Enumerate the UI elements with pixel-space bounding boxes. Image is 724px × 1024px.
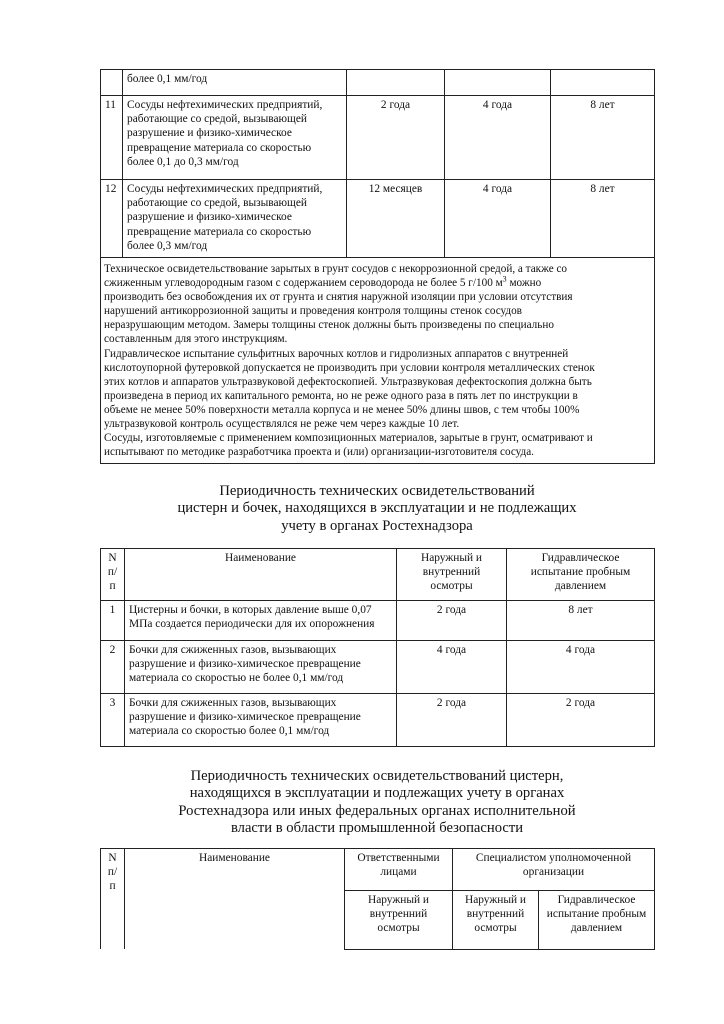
row-value: 4 года <box>445 180 551 258</box>
header-group: Ответственными лицами <box>345 849 453 891</box>
row-value: 2 года <box>347 96 445 180</box>
row-value <box>347 70 445 96</box>
header-name: Наименование <box>125 549 397 601</box>
table-note: Техническое освидетельствование зарытых в грунт сосудов с некоррозионной средой, а также со сжиженным углеводородным газом с содержанием сероводорода не более 5 г/100 $м^3$ можно производить без освобождения их от грунта и снятия наружной изоляции при условии отсутствия нарушений антикоррозионной защиты и проведения контроля толщины стенок сосудов неразрушающим методом. Замеры толщины стенок должны быть произведены по специально составленным для этого инструкциям. Гидравлическое испытание сульфитных варочных котлов и гидролизных аппаратов с внутренней кислотоупорной футеровкой допускается не производить при условии контроля металлических стенок этих котлов и аппаратов ультразвуковой дефектоскопией. Ультразвуковая дефектоскопия должна быть произведена в период их капитального ремонта, но не реже одного раза в пять лет по инструкции в объеме не менее 50% поверхности металла корпуса и не менее 50% длины швов, с тем чтобы 100% ультразвуковой контроль осуществлялся не реже чем через каждые 10 лет. Сосуды, изготовляемые с применением композиционных материалов, зарытые в грунт, осматривают и испытывают по методике разработчика проекта и (или) организации-изготовителя сосуда. <box>101 258 655 464</box>
row-value: 4 года <box>445 96 551 180</box>
row-name: более 0,1 мм/год <box>123 70 347 96</box>
table-note-row <box>101 258 655 464</box>
header-num: N п/п <box>101 549 125 601</box>
table-row <box>101 96 655 180</box>
table-row <box>101 601 655 641</box>
row-value: 2 года <box>507 694 655 747</box>
row-value: 2 года <box>397 601 507 641</box>
row-value: 8 лет <box>551 96 655 180</box>
row-number: 1 <box>101 601 125 641</box>
row-value: 4 года <box>507 641 655 694</box>
section-heading: Периодичность технических освидетельствований цистерн, находящихся в эксплуатации и подлежащих учету в органах Ростехнадзора или иных федеральных органах исполнительной власти в области промышленной безопасности <box>178 768 576 837</box>
row-number: 11 <box>101 96 123 180</box>
table-row <box>101 641 655 694</box>
row-number: 2 <box>101 641 125 694</box>
vessel-inspection-table <box>100 69 655 464</box>
row-number: 3 <box>101 694 125 747</box>
row-value: 12 месяцев <box>347 180 445 258</box>
header-num: N п/п <box>101 849 125 950</box>
row-value: 4 года <box>397 641 507 694</box>
header-name: Наименование <box>125 849 345 950</box>
header-sub: Гидравлическое испытание пробным давлением <box>539 890 655 949</box>
row-value: 8 лет <box>551 180 655 258</box>
row-name: Сосуды нефтехимических предприятий, работающие со средой, вызывающей разрушение и физико-химическое превращение материала со скоростью более 0,3 мм/год <box>123 180 347 258</box>
row-value <box>551 70 655 96</box>
table-header-row <box>101 849 655 891</box>
row-name: Бочки для сжиженных газов, вызывающих разрушение и физико-химическое превращение материала со скоростью не более 0,1 мм/год <box>125 641 397 694</box>
row-value <box>445 70 551 96</box>
row-name: Цистерны и бочки, в которых давление выше 0,07 МПа создается периодически для их опорожнения <box>125 601 397 641</box>
section-heading: Периодичность технических освидетельствований цистерн и бочек, находящихся в эксплуатации и не подлежащих учету в органах Ростехнадзора <box>177 483 577 534</box>
tanks-registered-table <box>100 848 655 950</box>
table-row <box>101 694 655 747</box>
header-group: Специалистом уполномоченной организации <box>453 849 655 891</box>
row-value: 2 года <box>397 694 507 747</box>
row-value: 8 лет <box>507 601 655 641</box>
row-name: Бочки для сжиженных газов, вызывающих разрушение и физико-химическое превращение материала со скоростью более 0,1 мм/год <box>125 694 397 747</box>
header-sub: Наружный и внутренний осмотры <box>345 890 453 949</box>
table-header-row <box>101 549 655 601</box>
header-col: Наружный и внутренний осмотры <box>397 549 507 601</box>
row-number <box>101 70 123 96</box>
table-row <box>101 180 655 258</box>
row-number: 12 <box>101 180 123 258</box>
tanks-barrels-table <box>100 548 655 747</box>
header-col: Гидравлическое испытание пробным давлением <box>507 549 655 601</box>
row-name: Сосуды нефтехимических предприятий, работающие со средой, вызывающей разрушение и физико-химическое превращение материала со скоростью более 0,1 до 0,3 мм/год <box>123 96 347 180</box>
table-row <box>101 70 655 96</box>
header-sub: Наружный и внутренний осмотры <box>453 890 539 949</box>
